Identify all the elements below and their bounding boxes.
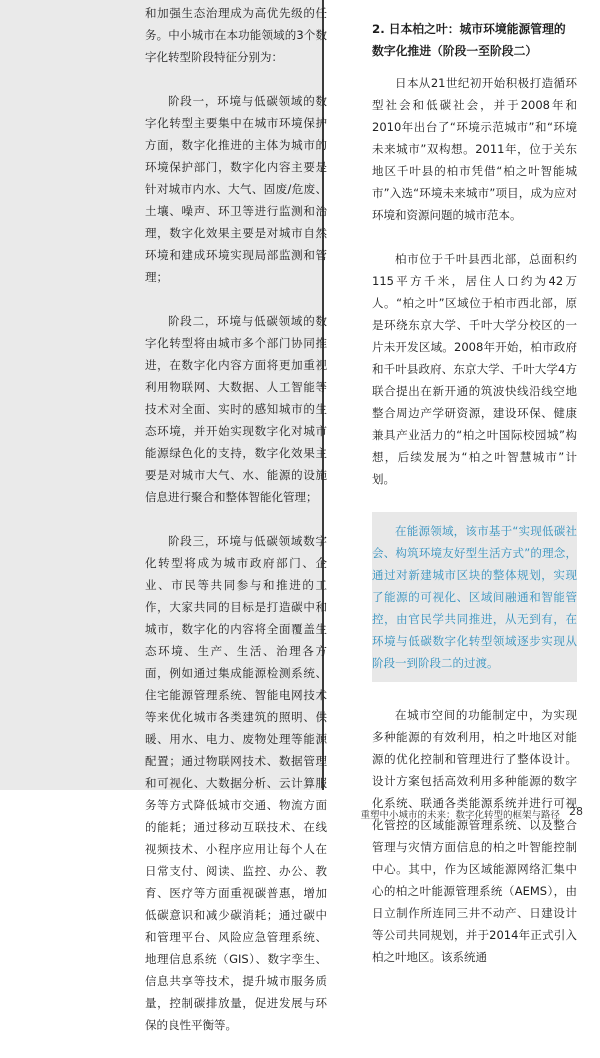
section-number: 2. — [372, 22, 385, 36]
case-paragraph-1: 日本从21世纪初开始积极打造循环型社会和低碳社会，并于2008年和2010年出台了“环境示范城市”和“环境未来城市”双构想。2011年，位于关东地区千叶县的柏市凭借“柏之叶智能城市”入选“环境未来城市”项目，成为应对环境和资源问题的城市范本。 — [372, 76, 577, 222]
section-title: 日本柏之叶：城市环境能源管理的数字化推进（阶段一至阶段二） — [372, 22, 566, 58]
running-title: 重塑中小城市的未来：数字化转型的框架与路径 — [360, 810, 560, 821]
page-footer — [0, 803, 600, 827]
case-paragraph-3: 在城市空间的功能制定中，为实现多种能源的有效利用，柏之叶地区对能源的优化控制和管理进行了整体设计。设计方案包括高效利用多种能源的数字化系统、联通各类能源系统并进行可视化管控的区域能源管理系统、以及整合管理与灾情方面信息的柏之叶智能控制中心。其中，作为区域能源网络汇集中心的柏之叶能源管理系统（AEMS），由日立制作所连同三井不动产、日建设计等公司共同规划，并于2014年正式引入柏之叶地区。该系统通 — [372, 708, 577, 964]
case-paragraph-2: 柏市位于千叶县西北部，总面积约115平方千米，居住人口约为42万人。“柏之叶”区域位于柏市西北部，原是环绕东京大学、千叶大学分校区的一片未开发区域。2008年开始，柏市政府和千叶县政府、东京大学、千叶大学4方联合提出在新开通的筑波快线沿线空地整合周边产学研资源，建设环保、健康兼具产业活力的“柏之叶国际校园城”构想，后续发展为“柏之叶智慧城市”计划。 — [372, 252, 577, 486]
page-number: 28 — [569, 805, 583, 818]
stage3-paragraph: 阶段三，环境与低碳领域数字化转型将成为城市政府部门、企业、市民等共同参与和推进的工作，大家共同的目标是打造碳中和城市，数字化的内容将全面覆盖生态环境、生产、生活、治理各方面，例如通过集成能源检测系统、住宅能源管理系统、智能电网技术等来优化城市各类建筑的照明、供暖、用水、电力、废物处理等能源配置；通过物联网技术、数据管理和可视化、大数据分析、云计算服务等方式降低城市交通、物流方面的能耗；通过移动互联技术、在线视频技术、小程序应用让每个人在日常支付、阅读、监控、办公、教育、医疗等方面重视碳普惠，增加低碳意识和减少碳消耗；通过碳中和管理平台、风险应急管理系统、地理信息系统（GIS）、数字孪生、信息共享等技术，提升城市服务质量，控制碳排放量，促进发展与环保的良性平衡等。 — [145, 534, 327, 1032]
highlight-text: 在能源领域，该市基于“实现低碳社会、构筑环境友好型生活方式”的理念，通过对新建城市区块的整体规划，实现了能源的可视化、区域间融通和智能管控，由官民学共同推进，从无到有，在环境与低碳数字化转型领域逐步实现从阶段一到阶段二的过渡。 — [372, 524, 577, 670]
stage2-paragraph: 阶段二，环境与低碳领域的数字化转型将由城市多个部门协同推进，在数字化内容方面将更加重视利用物联网、大数据、人工智能等技术对全面、实时的感知城市的生态环境，并开始实现数字化对城市能源绿色化的支持，数字化效果主要是对城市大气、水、能源的设施信息进行聚合和整体智能化管理； — [145, 314, 327, 504]
stage1-paragraph: 阶段一，环境与低碳领域的数字化转型主要集中在城市环境保护方面，数字化推进的主体为城市的环境保护部门，数字化内容主要是针对城市内水、大气、固废/危废、土壤、噪声、环卫等进行监测和治理，数字化效果主要是对城市自然环境和建成环境实现局部监测和管理； — [145, 94, 327, 284]
section-heading — [372, 18, 577, 62]
highlight-box — [372, 512, 577, 682]
left-column-text — [145, 2, 327, 1058]
intro-paragraph: 和加强生态治理成为高优先级的任务。中小城市在本功能领域的3个数字化转型阶段特征分别为： — [145, 6, 327, 64]
right-column-text — [372, 0, 577, 990]
